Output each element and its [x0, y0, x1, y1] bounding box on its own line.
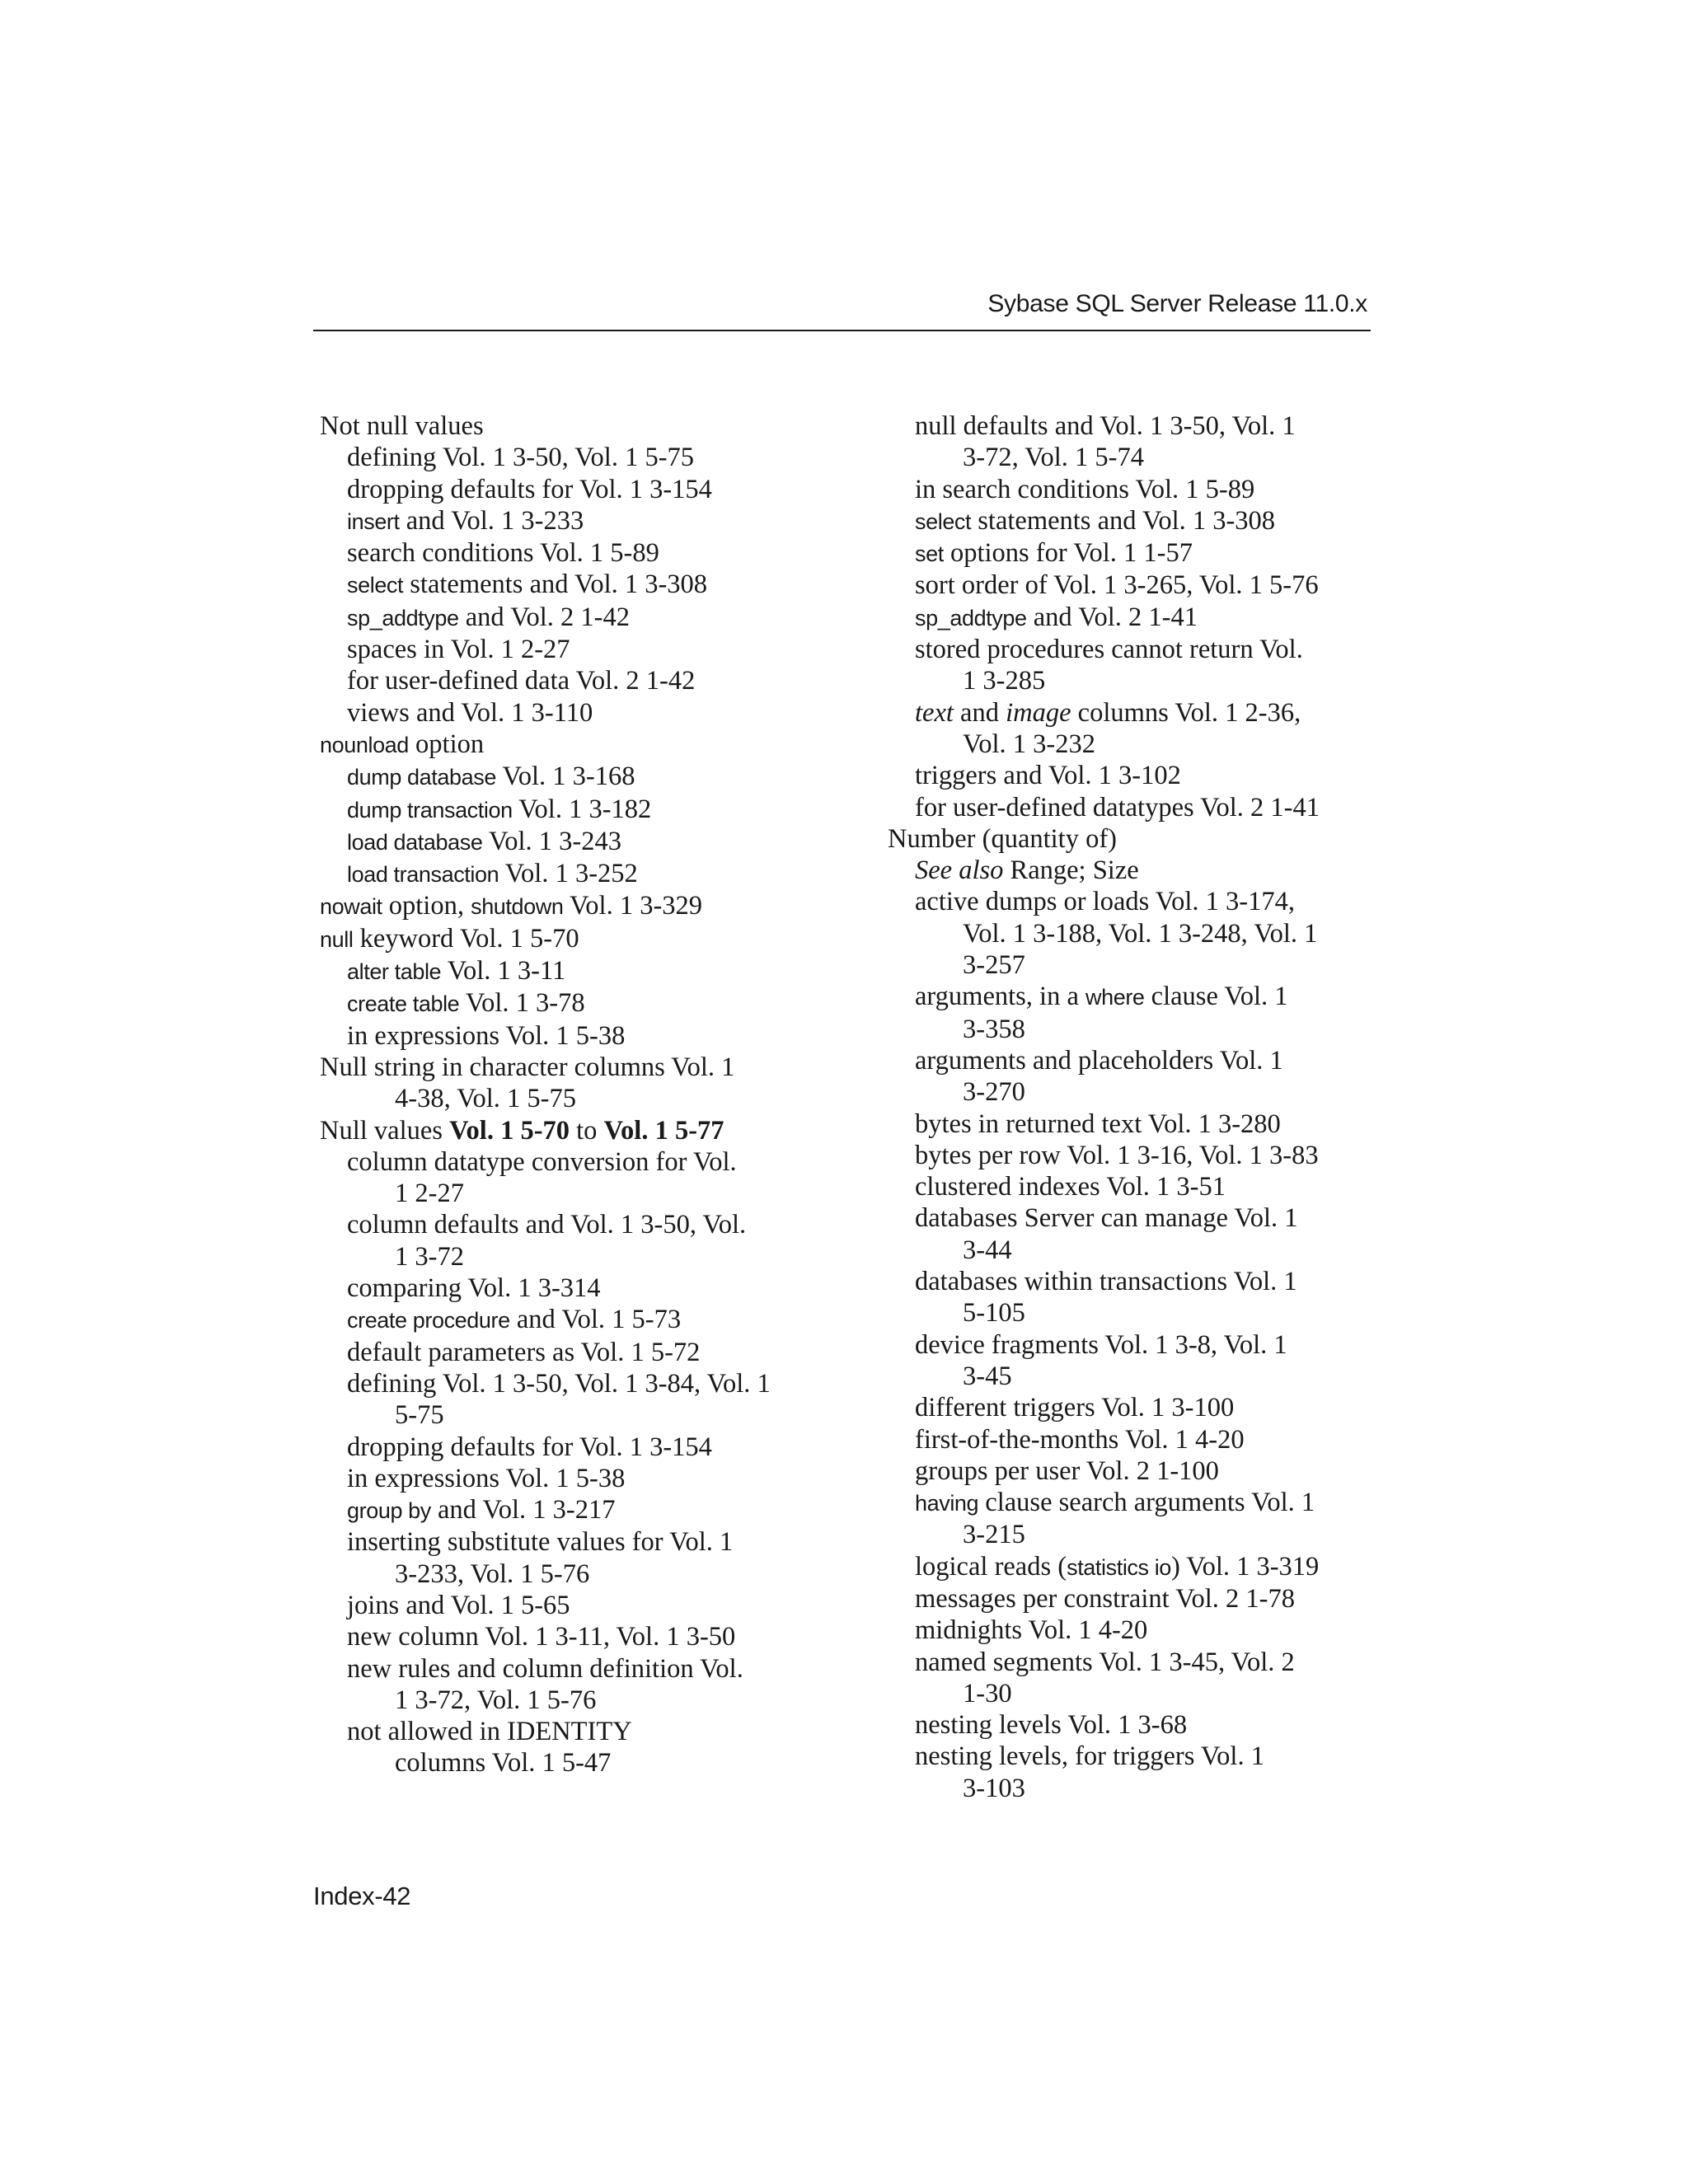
entry-text: databases within transactions Vol. 1: [915, 1267, 1297, 1297]
entry-text: 3-233, Vol. 1 5-76: [395, 1558, 590, 1589]
entry-text: 3-103: [963, 1773, 1025, 1803]
index-subentry: [888, 1583, 1382, 1615]
entry-text: Vol. 1 3-182: [512, 794, 652, 824]
entry-text: and Vol. 1 3-217: [430, 1495, 616, 1526]
index-subentry: [320, 1209, 818, 1240]
entry-text: 5-105: [963, 1298, 1025, 1329]
index-subentry: [888, 1171, 1382, 1202]
keyword-text: load transaction: [347, 862, 499, 888]
entry-text: databases Server can manage Vol. 1: [915, 1203, 1298, 1234]
index-entry-continuation: [888, 1076, 1382, 1108]
index-subentry: [888, 1551, 1382, 1583]
index-subentry: [320, 1463, 818, 1494]
entry-text: new column Vol. 1 3-11, Vol. 1 3-50: [347, 1622, 736, 1652]
index-subentry: [888, 886, 1382, 917]
index-subentry: [888, 1487, 1382, 1519]
index-subentry: [320, 634, 818, 665]
entry-text: 4-38, Vol. 1 5-75: [395, 1084, 576, 1114]
index-heading: [320, 923, 818, 955]
entry-text: joins and Vol. 1 5-65: [347, 1590, 570, 1620]
entry-text: 3-72, Vol. 1 5-74: [963, 443, 1144, 473]
entry-text: Vol. 1 3-78: [459, 988, 585, 1019]
index-subentry: [888, 1202, 1382, 1234]
entry-text: comparing Vol. 1 3-314: [347, 1273, 601, 1304]
index-heading: [888, 823, 1382, 855]
entry-text: default parameters as Vol. 1 5-72: [347, 1337, 701, 1367]
keyword-text: nounload: [320, 732, 409, 757]
entry-text: Vol. 1 3-188, Vol. 1 3-248, Vol. 1: [963, 918, 1318, 949]
index-entry-continuation: [888, 1519, 1382, 1550]
entry-text: Number (quantity of): [888, 823, 1117, 854]
entry-text: Vol. 1 3-11: [441, 956, 566, 987]
entry-text: bytes in returned text Vol. 1 3-280: [915, 1108, 1281, 1139]
entry-text: Not null values: [320, 411, 484, 441]
index-column-right: [888, 410, 1382, 1804]
entry-text: image: [1006, 697, 1071, 728]
index-entry-continuation: [888, 949, 1382, 981]
entry-text: option: [408, 729, 485, 759]
index-subentry: [320, 697, 818, 729]
index-entry-continuation: [888, 665, 1382, 696]
index-subentry: [320, 826, 818, 858]
entry-text: 3-44: [963, 1235, 1012, 1265]
running-head: Sybase SQL Server Release 11.0.x: [987, 290, 1367, 317]
index-subentry: [888, 602, 1382, 634]
entry-text: and Vol. 1 3-233: [399, 505, 584, 536]
entry-text: 5-75: [395, 1400, 444, 1431]
entry-text: columns Vol. 1 5-47: [395, 1748, 612, 1779]
entry-text: Vol. 1 3-168: [495, 762, 635, 792]
entry-text: columns Vol. 1 2-36,: [1071, 697, 1301, 728]
index-subentry: [888, 634, 1382, 665]
index-heading: [320, 729, 818, 761]
keyword-text: null: [320, 926, 354, 952]
entry-text: bytes per row Vol. 1 3-16, Vol. 1 3-83: [915, 1140, 1319, 1170]
entry-text: and Vol. 2 1-42: [458, 602, 630, 632]
entry-text: 1 3-72, Vol. 1 5-76: [395, 1685, 597, 1715]
entry-text: See also: [915, 855, 1004, 886]
index-entry-continuation: [320, 1241, 818, 1272]
entry-text: new rules and column definition Vol.: [347, 1653, 743, 1684]
keyword-text: set: [915, 541, 944, 567]
index-subentry: [320, 1432, 818, 1463]
entry-text: named segments Vol. 1 3-45, Vol. 2: [915, 1647, 1295, 1677]
index-subentry: [320, 505, 818, 537]
entry-text: dropping defaults for Vol. 1 3-154: [347, 1432, 712, 1462]
index-entry-continuation: [888, 1297, 1382, 1329]
entry-text: triggers and Vol. 1 3-102: [915, 761, 1181, 791]
entry-text: in search conditions Vol. 1 5-89: [915, 474, 1255, 504]
index-subentry: [888, 1741, 1382, 1772]
entry-text: to: [570, 1115, 604, 1146]
index-subentry: [320, 1304, 818, 1336]
keyword-text: statistics io: [1067, 1554, 1171, 1580]
keyword-text: sp_addtype: [915, 605, 1027, 630]
index-subentry: [888, 505, 1382, 537]
keyword-text: nowait: [320, 894, 382, 920]
index-entry-continuation: [888, 1235, 1382, 1266]
entry-text: midnights Vol. 1 4-20: [915, 1615, 1148, 1646]
entry-text: device fragments Vol. 1 3-8, Vol. 1: [915, 1329, 1287, 1360]
entry-text: not allowed in IDENTITY: [347, 1717, 632, 1747]
index-subentry: [320, 794, 818, 826]
index-subentry: [320, 1020, 818, 1052]
index-subentry: [320, 1653, 818, 1685]
index-subentry: [320, 1716, 818, 1747]
entry-text: inserting substitute values for Vol. 1: [347, 1527, 734, 1558]
entry-text: Vol. 1 3-232: [963, 729, 1096, 759]
entry-text: column defaults and Vol. 1 3-50, Vol.: [347, 1210, 747, 1240]
index-subentry: [888, 697, 1382, 729]
index-subentry: [888, 1709, 1382, 1741]
entry-text: 1 2-27: [395, 1179, 464, 1209]
index-subentry: [888, 1647, 1382, 1678]
entry-text: for user-defined datatypes Vol. 2 1-41: [915, 792, 1320, 823]
entry-text: clause search arguments Vol. 1: [978, 1488, 1315, 1518]
entry-text: defining Vol. 1 3-50, Vol. 1 3-84, Vol. 1: [347, 1368, 771, 1399]
index-entry-continuation: [320, 1178, 818, 1209]
entry-text: options for Vol. 1 1-57: [943, 538, 1193, 569]
keyword-text: shutdown: [471, 894, 564, 920]
index-subentry: [320, 1146, 818, 1178]
index-subentry: [320, 1337, 818, 1368]
keyword-text: alter table: [347, 959, 442, 985]
index-subentry: [320, 442, 818, 473]
entry-text: null defaults and Vol. 1 3-50, Vol. 1: [915, 411, 1296, 441]
entry-text: spaces in Vol. 1 2-27: [347, 635, 570, 665]
entry-text: text: [915, 697, 954, 728]
keyword-text: dump database: [347, 765, 496, 790]
entry-text: views and Vol. 1 3-110: [347, 697, 593, 728]
entry-text: Vol. 1 3-329: [563, 891, 703, 921]
entry-text: ) Vol. 1 3-319: [1170, 1551, 1320, 1582]
entry-text: Vol. 1 3-252: [499, 859, 638, 889]
entry-text: messages per constraint Vol. 2 1-78: [915, 1583, 1295, 1614]
entry-text: and Vol. 1 5-73: [509, 1305, 682, 1335]
keyword-text: select: [915, 509, 972, 534]
index-entry-continuation: [320, 1558, 818, 1590]
keyword-text: dump transaction: [347, 797, 513, 823]
index-subentry: [888, 1108, 1382, 1140]
page-number: Index-42: [313, 1882, 411, 1910]
index-subentry: [888, 569, 1382, 601]
index-entry-continuation: [320, 1685, 818, 1716]
entry-text: column datatype conversion for Vol.: [347, 1146, 737, 1177]
entry-text: and: [953, 697, 1006, 728]
entry-text: stored procedures cannot return Vol.: [915, 635, 1303, 665]
entry-text: nesting levels Vol. 1 3-68: [915, 1710, 1188, 1741]
index-subentry: [320, 1621, 818, 1652]
index-subentry: [320, 602, 818, 634]
entry-text: and Vol. 2 1-41: [1026, 602, 1198, 632]
index-subentry: [320, 1494, 818, 1526]
index-subentry: [888, 1615, 1382, 1646]
keyword-text: create procedure: [347, 1308, 510, 1333]
index-subentry: [888, 1140, 1382, 1171]
entry-text: 3-215: [963, 1520, 1025, 1550]
keyword-text: select: [347, 573, 404, 598]
index-entry-continuation: [888, 1014, 1382, 1045]
index-subentry: [320, 1526, 818, 1558]
index-subentry: [320, 858, 818, 890]
index-subentry: [320, 569, 818, 601]
entry-text: clustered indexes Vol. 1 3-51: [915, 1172, 1226, 1202]
index-entry-continuation: [888, 1773, 1382, 1804]
entry-text: Range; Size: [1003, 855, 1139, 886]
index-subentry: [888, 1329, 1382, 1361]
entry-text: logical reads (: [915, 1551, 1067, 1582]
entry-text: different triggers Vol. 1 3-100: [915, 1393, 1235, 1423]
index-entry-continuation: [888, 918, 1382, 949]
index-subentry: [320, 1272, 818, 1304]
index-subentry: [888, 1424, 1382, 1455]
entry-text: Vol. 1 5-70: [449, 1115, 570, 1146]
index-subentry: [320, 955, 818, 987]
entry-text: clause Vol. 1: [1144, 982, 1288, 1012]
index-heading: [320, 410, 818, 442]
entry-text: Vol. 1 3-243: [482, 826, 621, 856]
index-subentry: [320, 665, 818, 696]
entry-text: nesting levels, for triggers Vol. 1: [915, 1741, 1264, 1772]
keyword-text: insert: [347, 509, 400, 534]
entry-text: 1 3-285: [963, 666, 1046, 696]
entry-text: 1 3-72: [395, 1241, 464, 1272]
index-subentry: [888, 1045, 1382, 1076]
index-heading: [320, 1115, 818, 1146]
entry-text: 3-270: [963, 1077, 1025, 1108]
entry-text: for user-defined data Vol. 2 1-42: [347, 666, 696, 696]
entry-text: statements and Vol. 1 3-308: [971, 505, 1276, 536]
entry-text: 3-358: [963, 1014, 1025, 1044]
index-subentry: [888, 855, 1382, 886]
index-subentry: [320, 537, 818, 569]
entry-text: statements and Vol. 1 3-308: [403, 569, 708, 600]
entry-text: in expressions Vol. 1 5-38: [347, 1020, 626, 1051]
keyword-text: group by: [347, 1498, 431, 1524]
entry-text: in expressions Vol. 1 5-38: [347, 1463, 626, 1493]
index-subentry: [320, 987, 818, 1019]
index-subentry: [888, 792, 1382, 823]
index-subentry: [888, 537, 1382, 569]
index-heading: [320, 890, 818, 922]
header-rule: [313, 330, 1371, 331]
index-entry-continuation: [320, 1399, 818, 1431]
index-subentry: [320, 1368, 818, 1399]
keyword-text: create table: [347, 991, 460, 1017]
index-subentry: [888, 760, 1382, 791]
keyword-text: where: [1085, 985, 1145, 1010]
entry-text: 3-257: [963, 950, 1025, 981]
index-subentry: [888, 1392, 1382, 1423]
keyword-text: load database: [347, 829, 483, 855]
index-entry-continuation: [320, 1747, 818, 1779]
index-entry-continuation: [888, 729, 1382, 760]
index-subentry: [320, 1590, 818, 1621]
entry-text: active dumps or loads Vol. 1 3-174,: [915, 887, 1295, 917]
entry-text: 1-30: [963, 1678, 1012, 1708]
entry-text: Null string in character columns Vol. 1: [320, 1052, 735, 1082]
index-subentry: [888, 410, 1382, 442]
index-entry-continuation: [888, 442, 1382, 473]
index-subentry: [888, 981, 1382, 1013]
entry-text: arguments, in a: [915, 982, 1085, 1012]
keyword-text: sp_addtype: [347, 605, 459, 630]
index-column-left: [320, 410, 818, 1779]
entry-text: sort order of Vol. 1 3-265, Vol. 1 5-76: [915, 570, 1319, 601]
entry-text: dropping defaults for Vol. 1 3-154: [347, 474, 712, 504]
index-entry-continuation: [888, 1361, 1382, 1392]
index-subentry: [888, 474, 1382, 505]
entry-text: Vol. 1 5-77: [603, 1115, 724, 1146]
entry-text: 3-45: [963, 1361, 1012, 1391]
index-entry-continuation: [888, 1678, 1382, 1709]
index-heading: [320, 1052, 818, 1083]
index-entry-continuation: [320, 1083, 818, 1114]
entry-text: Null values: [320, 1115, 450, 1146]
entry-text: search conditions Vol. 1 5-89: [347, 538, 659, 569]
index-subentry: [320, 474, 818, 505]
entry-text: groups per user Vol. 2 1-100: [915, 1455, 1219, 1486]
entry-text: arguments and placeholders Vol. 1: [915, 1045, 1283, 1076]
index-subentry: [320, 761, 818, 793]
entry-text: keyword Vol. 1 5-70: [353, 923, 579, 954]
index-subentry: [888, 1455, 1382, 1487]
index-subentry: [888, 1266, 1382, 1297]
entry-text: option,: [382, 891, 471, 921]
keyword-text: having: [915, 1491, 979, 1516]
entry-text: first-of-the-months Vol. 1 4-20: [915, 1424, 1245, 1455]
entry-text: defining Vol. 1 3-50, Vol. 1 5-75: [347, 443, 695, 473]
